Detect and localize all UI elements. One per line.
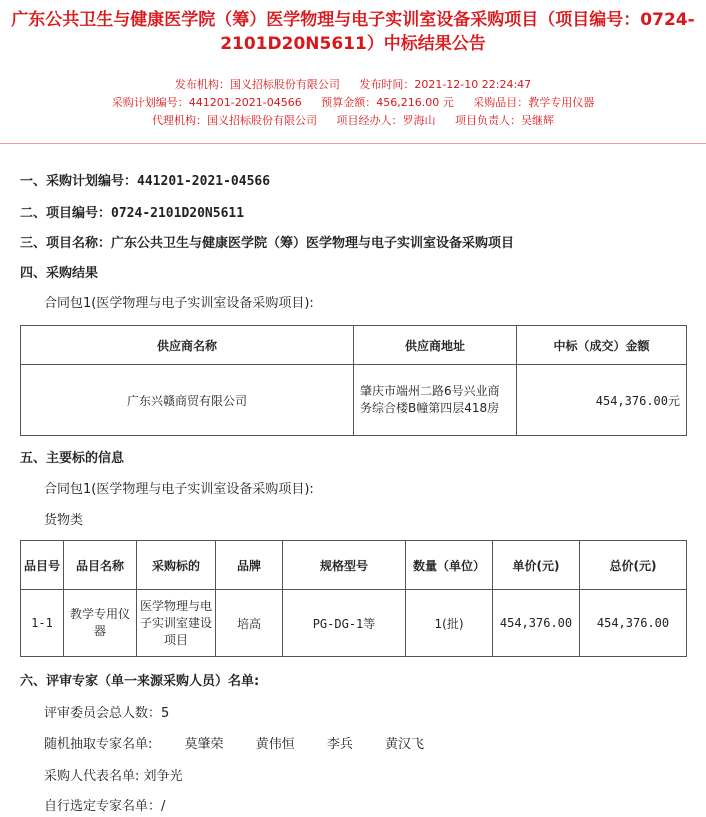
item-brand: 培高 bbox=[216, 590, 283, 657]
handler: 项目经办人：罗海山 bbox=[336, 114, 436, 127]
items-package: 合同包1(医学物理与电子实训室设备采购项目): bbox=[44, 482, 314, 497]
result-table bbox=[20, 325, 687, 436]
expert-name: 李兵 bbox=[326, 737, 353, 752]
supplier-name: 广东兴赣商贸有限公司 bbox=[21, 365, 354, 436]
col-brand: 品牌 bbox=[216, 541, 283, 590]
col-quantity: 数量（单位） bbox=[406, 541, 493, 590]
table-header-row bbox=[21, 326, 687, 365]
project-lead: 项目负责人：吴继辉 bbox=[455, 114, 554, 127]
divider bbox=[0, 143, 706, 144]
section-project-name: 三、项目名称：广东公共卫生与健康医学院（筹）医学物理与电子实训室设备采购项目 bbox=[20, 236, 515, 251]
random-experts-label: 随机抽取专家名单: bbox=[44, 737, 153, 752]
table-row bbox=[21, 365, 687, 436]
col-supplier-name: 供应商名称 bbox=[21, 326, 354, 365]
section-main-items: 五、主要标的信息 bbox=[20, 451, 125, 466]
item-spec: PG-DG-1等 bbox=[283, 590, 406, 657]
col-item-no: 品目号 bbox=[21, 541, 64, 590]
items-table bbox=[20, 540, 687, 657]
item-total-price: 454,376.00 bbox=[580, 590, 687, 657]
agency: 代理机构：国义招标股份有限公司 bbox=[152, 114, 317, 127]
section-experts: 六、评审专家（单一来源采购人员）名单: bbox=[20, 674, 260, 689]
meta-row-3 bbox=[0, 113, 706, 129]
section-project-number: 二、项目编号：0724-2101D20N5611 bbox=[20, 206, 245, 221]
table-header-row bbox=[21, 541, 687, 590]
col-target: 采购标的 bbox=[137, 541, 216, 590]
col-total-price: 总价(元) bbox=[580, 541, 687, 590]
plan-number: 采购计划编号：441201-2021-04566 bbox=[111, 96, 302, 109]
meta-row-1 bbox=[0, 77, 706, 93]
publisher: 发布机构：国义招标股份有限公司 bbox=[174, 78, 340, 91]
self-selected-experts: 自行选定专家名单：/ bbox=[44, 799, 166, 814]
budget: 预算金额：456,216.00 元 bbox=[321, 96, 454, 109]
expert-total: 评审委员会总人数：5 bbox=[44, 706, 170, 721]
items-category: 货物类 bbox=[44, 513, 84, 528]
supplier-address: 肇庆市端州二路6号兴业商务综合楼B幢第四层418房 bbox=[354, 365, 517, 436]
category: 采购品目：教学专用仪器 bbox=[473, 96, 595, 109]
purchaser-rep: 采购人代表名单: 刘争光 bbox=[44, 769, 183, 784]
meta-row-2 bbox=[0, 95, 706, 111]
table-row bbox=[21, 590, 687, 657]
item-name: 教学专用仪器 bbox=[64, 590, 137, 657]
result-package: 合同包1(医学物理与电子实训室设备采购项目): bbox=[44, 296, 314, 311]
expert-name: 黄伟恒 bbox=[255, 737, 295, 752]
col-award-amount: 中标（成交）金额 bbox=[517, 326, 687, 365]
page-title: 广东公共卫生与健康医学院（筹）医学物理与电子实训室设备采购项目（项目编号：0724-2101D20N5611）中标结果公告 bbox=[11, 10, 695, 54]
section-plan-number: 一、采购计划编号：441201-2021-04566 bbox=[20, 174, 271, 189]
item-no: 1-1 bbox=[21, 590, 64, 657]
item-target: 医学物理与电子实训室建设项目 bbox=[137, 590, 216, 657]
random-experts bbox=[44, 733, 452, 752]
col-spec: 规格型号 bbox=[283, 541, 406, 590]
item-quantity: 1(批) bbox=[406, 590, 493, 657]
expert-name: 莫肇荣 bbox=[184, 737, 224, 752]
col-unit-price: 单价(元) bbox=[493, 541, 580, 590]
award-amount: 454,376.00元 bbox=[517, 365, 687, 436]
col-item-name: 品目名称 bbox=[64, 541, 137, 590]
item-unit-price: 454,376.00 bbox=[493, 590, 580, 657]
section-result: 四、采购结果 bbox=[20, 266, 99, 281]
expert-name: 黄汉飞 bbox=[385, 737, 425, 752]
col-supplier-address: 供应商地址 bbox=[354, 326, 517, 365]
publish-time: 发布时间：2021-12-10 22:24:47 bbox=[359, 78, 532, 91]
